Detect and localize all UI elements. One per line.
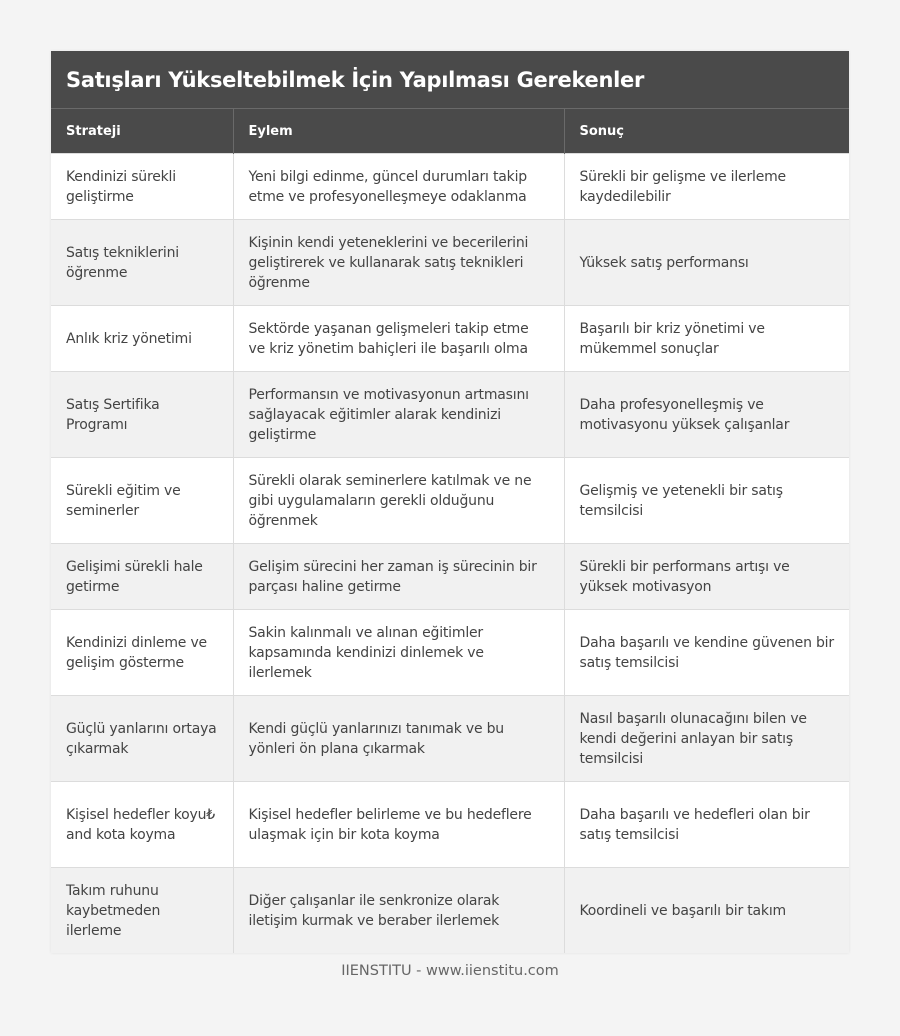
column-header-eylem: Eylem [233,109,564,154]
strategy-table [51,109,849,953]
result-cell: Koordineli ve başarılı bir takım [564,868,849,954]
result-cell: Yüksek satış performansı [564,220,849,306]
table-row [51,458,849,544]
table-row [51,306,849,372]
result-cell: Daha başarılı ve kendine güvenen bir satış temsilcisi [564,610,849,696]
action-cell: Performansın ve motivasyonun artmasını sağlayacak eğitimler alarak kendinizi geliştirme [233,372,564,458]
table-row [51,782,849,868]
result-cell: Başarılı bir kriz yönetimi ve mükemmel sonuçlar [564,306,849,372]
strategy-cell: Sürekli eğitim ve seminerler [51,458,233,544]
table-row [51,610,849,696]
header-row [51,109,849,154]
table-row [51,220,849,306]
table-row [51,696,849,782]
result-cell: Nasıl başarılı olunacağını bilen ve kendi değerini anlayan bir satış temsilcisi [564,696,849,782]
strategy-cell: Satış Sertifika Programı [51,372,233,458]
strategy-cell: Kendinizi dinleme ve gelişim gösterme [51,610,233,696]
column-header-strateji: Strateji [51,109,233,154]
table-row [51,868,849,954]
strategy-table-card [51,51,849,953]
action-cell: Sektörde yaşanan gelişmeleri takip etme ve kriz yönetim bahiçleri ile başarılı olma [233,306,564,372]
result-cell: Sürekli bir gelişme ve ilerleme kaydedilebilir [564,154,849,220]
action-cell: Kişisel hedefler belirleme ve bu hedeflere ulaşmak için bir kota koyma [233,782,564,868]
strategy-cell: Takım ruhunu kaybetmeden ilerleme [51,868,233,954]
result-cell: Gelişmiş ve yetenekli bir satış temsilcisi [564,458,849,544]
strategy-cell: Anlık kriz yönetimi [51,306,233,372]
result-cell: Sürekli bir performans artışı ve yüksek motivasyon [564,544,849,610]
result-cell: Daha başarılı ve hedefleri olan bir satış temsilcisi [564,782,849,868]
table-row [51,544,849,610]
table-row [51,372,849,458]
strategy-cell: Kişisel hedefler koyu₺ and kota koyma [51,782,233,868]
strategy-cell: Güçlü yanlarını ortaya çıkarmak [51,696,233,782]
strategy-cell: Kendinizi sürekli geliştirme [51,154,233,220]
action-cell: Sürekli olarak seminerlere katılmak ve ne gibi uygulamaların gerekli olduğunu öğrenmek [233,458,564,544]
result-cell: Daha profesyonelleşmiş ve motivasyonu yüksek çalışanlar [564,372,849,458]
action-cell: Kendi güçlü yanlarınızı tanımak ve bu yönleri ön plana çıkarmak [233,696,564,782]
column-header-sonuc: Sonuç [564,109,849,154]
action-cell: Diğer çalışanlar ile senkronize olarak iletişim kurmak ve beraber ilerlemek [233,868,564,954]
action-cell: Gelişim sürecini her zaman iş sürecinin bir parçası haline getirme [233,544,564,610]
table-title: Satışları Yükseltebilmek İçin Yapılması Gerekenler [51,51,849,109]
action-cell: Yeni bilgi edinme, güncel durumları takip etme ve profesyonelleşmeye odaklanma [233,154,564,220]
table-row [51,154,849,220]
action-cell: Kişinin kendi yeteneklerini ve becerilerini geliştirerek ve kullanarak satış teknikleri öğrenme [233,220,564,306]
footer-credit: IIENSTITU - www.iienstitu.com [341,963,559,979]
strategy-cell: Gelişimi sürekli hale getirme [51,544,233,610]
action-cell: Sakin kalınmalı ve alınan eğitimler kapsamında kendinizi dinlemek ve ilerlemek [233,610,564,696]
strategy-cell: Satış tekniklerini öğrenme [51,220,233,306]
